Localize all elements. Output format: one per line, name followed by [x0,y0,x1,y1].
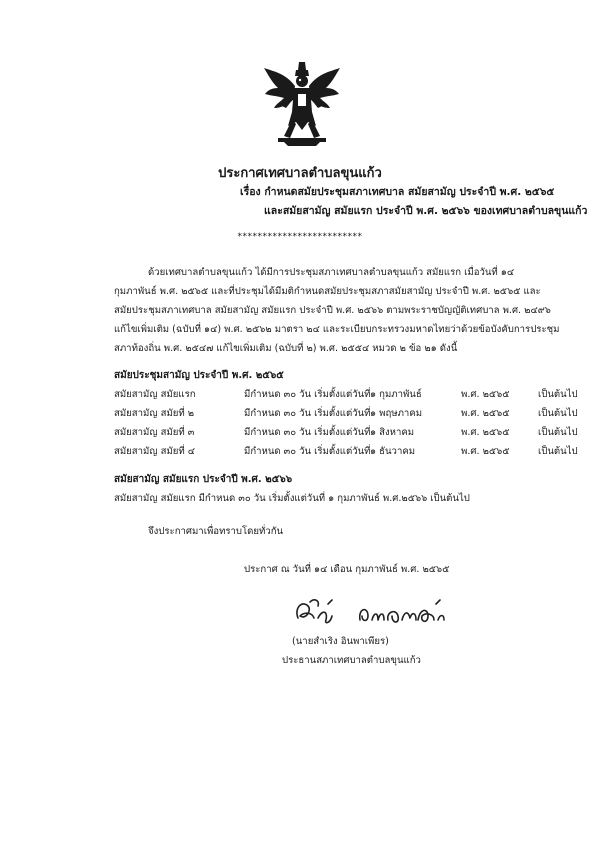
session-onward: เป็นต้นไป [538,408,578,419]
session-year: พ.ศ. ๒๕๖๕ [461,446,510,457]
session-name: สมัยสามัญ สมัยที่ ๓ [114,427,195,438]
session-year: พ.ศ. ๒๕๖๕ [461,427,510,438]
session-name: สมัยสามัญ สมัยที่ ๒ [114,408,195,419]
paragraph-line: ด้วยเทศบาลตำบลขุนแก้ว ได้มีการประชุมสภาเทศบาลตำบลขุนแก้ว สมัยแรก เมื่อวันที่ ๑๔ [148,267,515,278]
signer-position: ประธานสภาเทศบาลตำบลขุนแก้ว [282,655,421,666]
session-duration: มีกำหนด ๓๐ วัน เริ่มตั้งแต่วันที่ [244,446,371,457]
session-year: พ.ศ. ๒๕๖๕ [461,389,510,400]
signer-name: (นายสำเริง อินพาเพียร) [292,636,389,647]
session-onward: เป็นต้นไป [538,446,578,457]
session-duration: มีกำหนด ๓๐ วัน เริ่มตั้งแต่วันที่ [244,408,371,419]
document-title: ประกาศเทศบาลตำบลขุนแก้ว [218,166,382,181]
paragraph-line: แก้ไขเพิ่มเติม (ฉบับที่ ๑๔) พ.ศ. ๒๕๖๒ มาตรา ๒๔ และระเบียบกระทรวงมหาดไทยว่าด้วยข้อบังคับการประชุม [114,324,560,335]
session-name: สมัยสามัญ สมัยที่ ๔ [114,446,196,457]
section-2565-heading: สมัยประชุมสามัญ ประจำปี พ.ศ. ๒๕๖๕ [114,370,284,381]
section-2566-heading: สมัยสามัญ สมัยแรก ประจำปี พ.ศ. ๒๕๖๖ [114,474,293,485]
session-start-date: ๑ สิงหาคม [370,427,415,438]
subject-line-1: เรื่อง กำหนดสมัยประชุมสภาเทศบาล สมัยสามัญ ประจำปี พ.ศ. ๒๕๖๕ [240,186,555,198]
session-start-date: ๑ ธันวาคม [370,446,416,457]
paragraph-line: สมัยประชุมสภาเทศบาล สมัยสามัญ สมัยแรก ประจำปี พ.ศ. ๒๕๖๖ ตามพระราชบัญญัติเทศบาล พ.ศ. ๒๔๙๖ [114,305,551,316]
subject-line-2: และสมัยสามัญ สมัยแรก ประจำปี พ.ศ. ๒๕๖๖ ของเทศบาลตำบลขุนแก้ว [264,205,588,217]
schedule-row-2566: สมัยสามัญ สมัยแรก มีกำหนด ๓๐ วัน เริ่มตั้งแต่วันที่ ๑ กุมภาพันธ์ พ.ศ.๒๕๖๖ เป็นต้นไป [114,493,470,504]
paragraph-line: สภาท้องถิ่น พ.ศ. ๒๕๔๗ แก้ไขเพิ่มเติม (ฉบับที่ ๒) พ.ศ. ๒๕๕๔ หมวด ๒ ข้อ ๒๑ ดังนี้ [114,343,458,354]
announcement-date: ประกาศ ณ วันที่ ๑๔ เดือน กุมภาพันธ์ พ.ศ. ๒๕๖๕ [244,564,450,575]
closing-line: จึงประกาศมาเพื่อทราบโดยทั่วกัน [148,526,284,537]
session-start-date: ๑ พฤษภาคม [370,408,423,419]
session-start-date: ๑ กุมภาพันธ์ [370,389,422,400]
session-duration: มีกำหนด ๓๐ วัน เริ่มตั้งแต่วันที่ [244,389,371,400]
garuda-emblem-icon [262,60,342,146]
session-name: สมัยสามัญ สมัยแรก [114,389,196,400]
session-year: พ.ศ. ๒๕๖๕ [461,408,510,419]
paragraph-line: กุมภาพันธ์ พ.ศ. ๒๕๖๕ และที่ประชุมได้มีมติกำหนดสมัยประชุมสภาสมัยสามัญ ประจำปี พ.ศ. ๒๕๖๕ และ [114,286,541,297]
session-onward: เป็นต้นไป [538,427,578,438]
signature [288,594,468,630]
separator: ************************* [237,232,363,242]
session-duration: มีกำหนด ๓๐ วัน เริ่มตั้งแต่วันที่ [244,427,371,438]
session-onward: เป็นต้นไป [538,389,578,400]
